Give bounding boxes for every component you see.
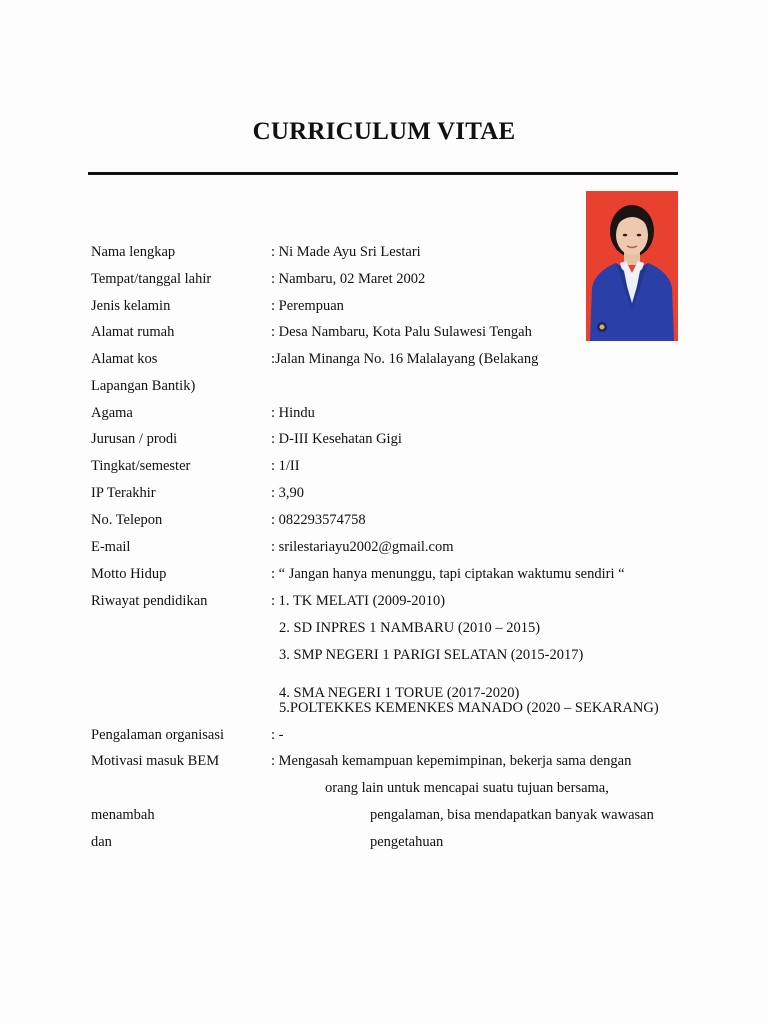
title-divider [88,172,678,175]
field-value-no-telepon: : 082293574758 [271,512,366,528]
field-label-motivasi-masuk-bem: Motivasi masuk BEM [91,753,220,769]
field-value-jurusan-prodi: : D-III Kesehatan Gigi [271,431,402,447]
field-label-riwayat-pendidikan: Riwayat pendidikan [91,593,208,609]
field-label-jurusan-prodi: Jurusan / prodi [91,431,178,447]
motivation-line-4-left: dan [91,834,112,850]
education-item: 2. SD INPRES 1 NAMBARU (2010 – 2015) [279,620,541,636]
field-label-alamat-kos: Alamat kos [91,351,158,367]
field-label-agama: Agama [91,405,133,421]
field-value-motivasi-masuk-bem: : Mengasah kemampuan kepemimpinan, bekerja sama dengan [271,753,632,769]
address-continuation: Lapangan Bantik) [91,378,196,394]
field-value-tingkat-semester: : 1/II [271,458,300,474]
document-title: CURRICULUM VITAE [252,118,516,145]
field-value-agama: : Hindu [271,405,315,421]
education-item: 4. SMA NEGERI 1 TORUE (2017-2020) [279,685,520,701]
field-label-alamat-rumah: Alamat rumah [91,324,175,340]
field-value-pengalaman-organisasi: : - [271,727,284,743]
field-value-riwayat-pendidikan: : 1. TK MELATI (2009-2010) [271,593,446,609]
field-value-alamat-kos: :Jalan Minanga No. 16 Malalayang (Belakang [271,351,539,367]
education-item: 5.POLTEKKES KEMENKES MANADO (2020 – SEKARANG) [279,700,659,716]
field-value-jenis-kelamin: : Perempuan [271,298,344,314]
field-value-alamat-rumah: : Desa Nambaru, Kota Palu Sulawesi Tengah [271,324,532,340]
education-item: 3. SMP NEGERI 1 PARIGI SELATAN (2015-2017) [279,647,584,663]
field-value-motto-hidup: : “ Jangan hanya menunggu, tapi ciptakan waktumu sendiri “ [271,566,625,582]
motivation-line-4-right: pengetahuan [370,834,444,850]
field-label-tingkat-semester: Tingkat/semester [91,458,191,474]
field-label-no-telepon: No. Telepon [91,512,163,528]
motivation-line-3-left: menambah [91,807,155,823]
field-label-ip-terakhir: IP Terakhir [91,485,156,501]
field-label-nama-lengkap: Nama lengkap [91,244,176,260]
profile-photo [586,191,678,341]
field-label-tempat-tanggal-lahir: Tempat/tanggal lahir [91,271,212,287]
field-value-email: : srilestariayu2002@gmail.com [271,539,454,555]
field-label-pengalaman-organisasi: Pengalaman organisasi [91,727,225,743]
field-label-email: E-mail [91,539,131,555]
motivation-line-2: orang lain untuk mencapai suatu tujuan bersama, [325,780,609,796]
field-value-ip-terakhir: : 3,90 [271,485,305,501]
field-label-motto-hidup: Motto Hidup [91,566,167,582]
field-label-jenis-kelamin: Jenis kelamin [91,298,171,314]
motivation-line-3-right: pengalaman, bisa mendapatkan banyak wawasan [370,807,654,823]
field-value-nama-lengkap: : Ni Made Ayu Sri Lestari [271,244,421,260]
field-value-tempat-tanggal-lahir: : Nambaru, 02 Maret 2002 [271,271,426,287]
